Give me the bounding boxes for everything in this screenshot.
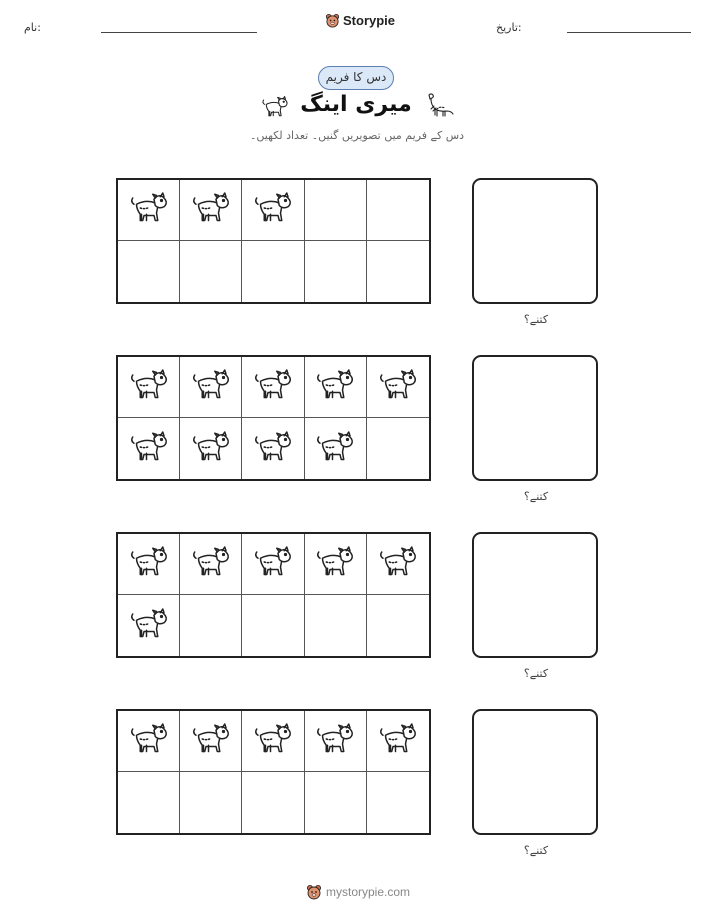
date-label: تاریخ: <box>496 21 522 34</box>
dog-icon <box>315 542 355 586</box>
dog-icon <box>129 427 169 471</box>
how-many-label-4: کتنے؟ <box>523 844 549 857</box>
frame-cell <box>242 180 304 241</box>
dog-icon <box>129 542 169 586</box>
dog-icon <box>129 188 169 232</box>
dog-icon <box>129 604 169 648</box>
frame-cell <box>180 534 242 595</box>
ten-frame-1 <box>116 178 431 304</box>
dog-icon <box>253 365 293 409</box>
how-many-label-1: کتنے؟ <box>523 313 549 326</box>
skeleton-icon <box>423 92 455 122</box>
dog-icon <box>129 719 169 763</box>
dog-icon <box>315 365 355 409</box>
frame-cell <box>118 241 180 302</box>
frame-cell <box>242 241 304 302</box>
how-many-label-3: کتنے؟ <box>523 667 549 680</box>
dog-icon <box>378 542 418 586</box>
frame-cell <box>367 180 429 241</box>
frame-cell <box>305 241 367 302</box>
footer-url: mystorypie.com <box>326 885 411 899</box>
dog-icon <box>378 719 418 763</box>
frame-cell <box>367 418 429 479</box>
frame-cell <box>367 357 429 418</box>
frame-cell <box>118 772 180 833</box>
frame-cell <box>180 711 242 772</box>
dog-icon <box>191 365 231 409</box>
dog-icon <box>191 188 231 232</box>
bear-logo-icon <box>325 13 340 28</box>
answer-box-4[interactable] <box>472 709 598 835</box>
name-label: نام: <box>24 21 41 34</box>
dog-icon <box>259 93 291 121</box>
dog-icon <box>129 365 169 409</box>
dog-icon <box>191 542 231 586</box>
frame-cell <box>367 595 429 656</box>
dog-icon <box>253 542 293 586</box>
dog-icon <box>315 719 355 763</box>
ten-frame-2 <box>116 355 431 481</box>
dog-icon <box>378 365 418 409</box>
date-line <box>567 32 691 33</box>
frame-cell <box>242 772 304 833</box>
answer-box-3[interactable] <box>472 532 598 658</box>
frame-cell <box>242 357 304 418</box>
frame-cell <box>242 534 304 595</box>
frame-cell <box>367 772 429 833</box>
frame-cell <box>242 418 304 479</box>
frame-cell <box>180 418 242 479</box>
frame-cell <box>118 180 180 241</box>
instructions: دس کے فریم میں تصویریں گنیں۔ تعداد لکھیں۔ <box>249 129 465 142</box>
bear-logo-icon <box>306 884 322 900</box>
name-line <box>101 32 257 33</box>
frame-cell <box>367 711 429 772</box>
answer-box-1[interactable] <box>472 178 598 304</box>
frame-cell <box>242 595 304 656</box>
ten-frame-4 <box>116 709 431 835</box>
brand-logo <box>325 13 395 28</box>
topic-badge: دس کا فریم <box>318 66 394 90</box>
frame-cell <box>180 180 242 241</box>
dog-icon <box>253 719 293 763</box>
frame-cell <box>305 772 367 833</box>
frame-cell <box>305 357 367 418</box>
ten-frame-3 <box>116 532 431 658</box>
frame-cell <box>367 534 429 595</box>
frame-cell <box>118 711 180 772</box>
frame-cell <box>118 595 180 656</box>
frame-cell <box>180 241 242 302</box>
frame-cell <box>180 357 242 418</box>
frame-cell <box>118 357 180 418</box>
frame-cell <box>242 711 304 772</box>
frame-cell <box>305 534 367 595</box>
frame-cell <box>118 534 180 595</box>
dog-icon <box>253 188 293 232</box>
frame-cell <box>180 595 242 656</box>
answer-box-2[interactable] <box>472 355 598 481</box>
frame-cell <box>118 418 180 479</box>
brand-name: Storypie <box>343 13 396 28</box>
dog-icon <box>191 427 231 471</box>
page-title: میری اینگ <box>300 92 412 117</box>
frame-cell <box>180 772 242 833</box>
frame-cell <box>305 595 367 656</box>
frame-cell <box>305 711 367 772</box>
dog-icon <box>315 427 355 471</box>
frame-cell <box>305 180 367 241</box>
frame-cell <box>367 241 429 302</box>
how-many-label-2: کتنے؟ <box>523 490 549 503</box>
dog-icon <box>253 427 293 471</box>
frame-cell <box>305 418 367 479</box>
footer <box>306 884 410 900</box>
dog-icon <box>191 719 231 763</box>
